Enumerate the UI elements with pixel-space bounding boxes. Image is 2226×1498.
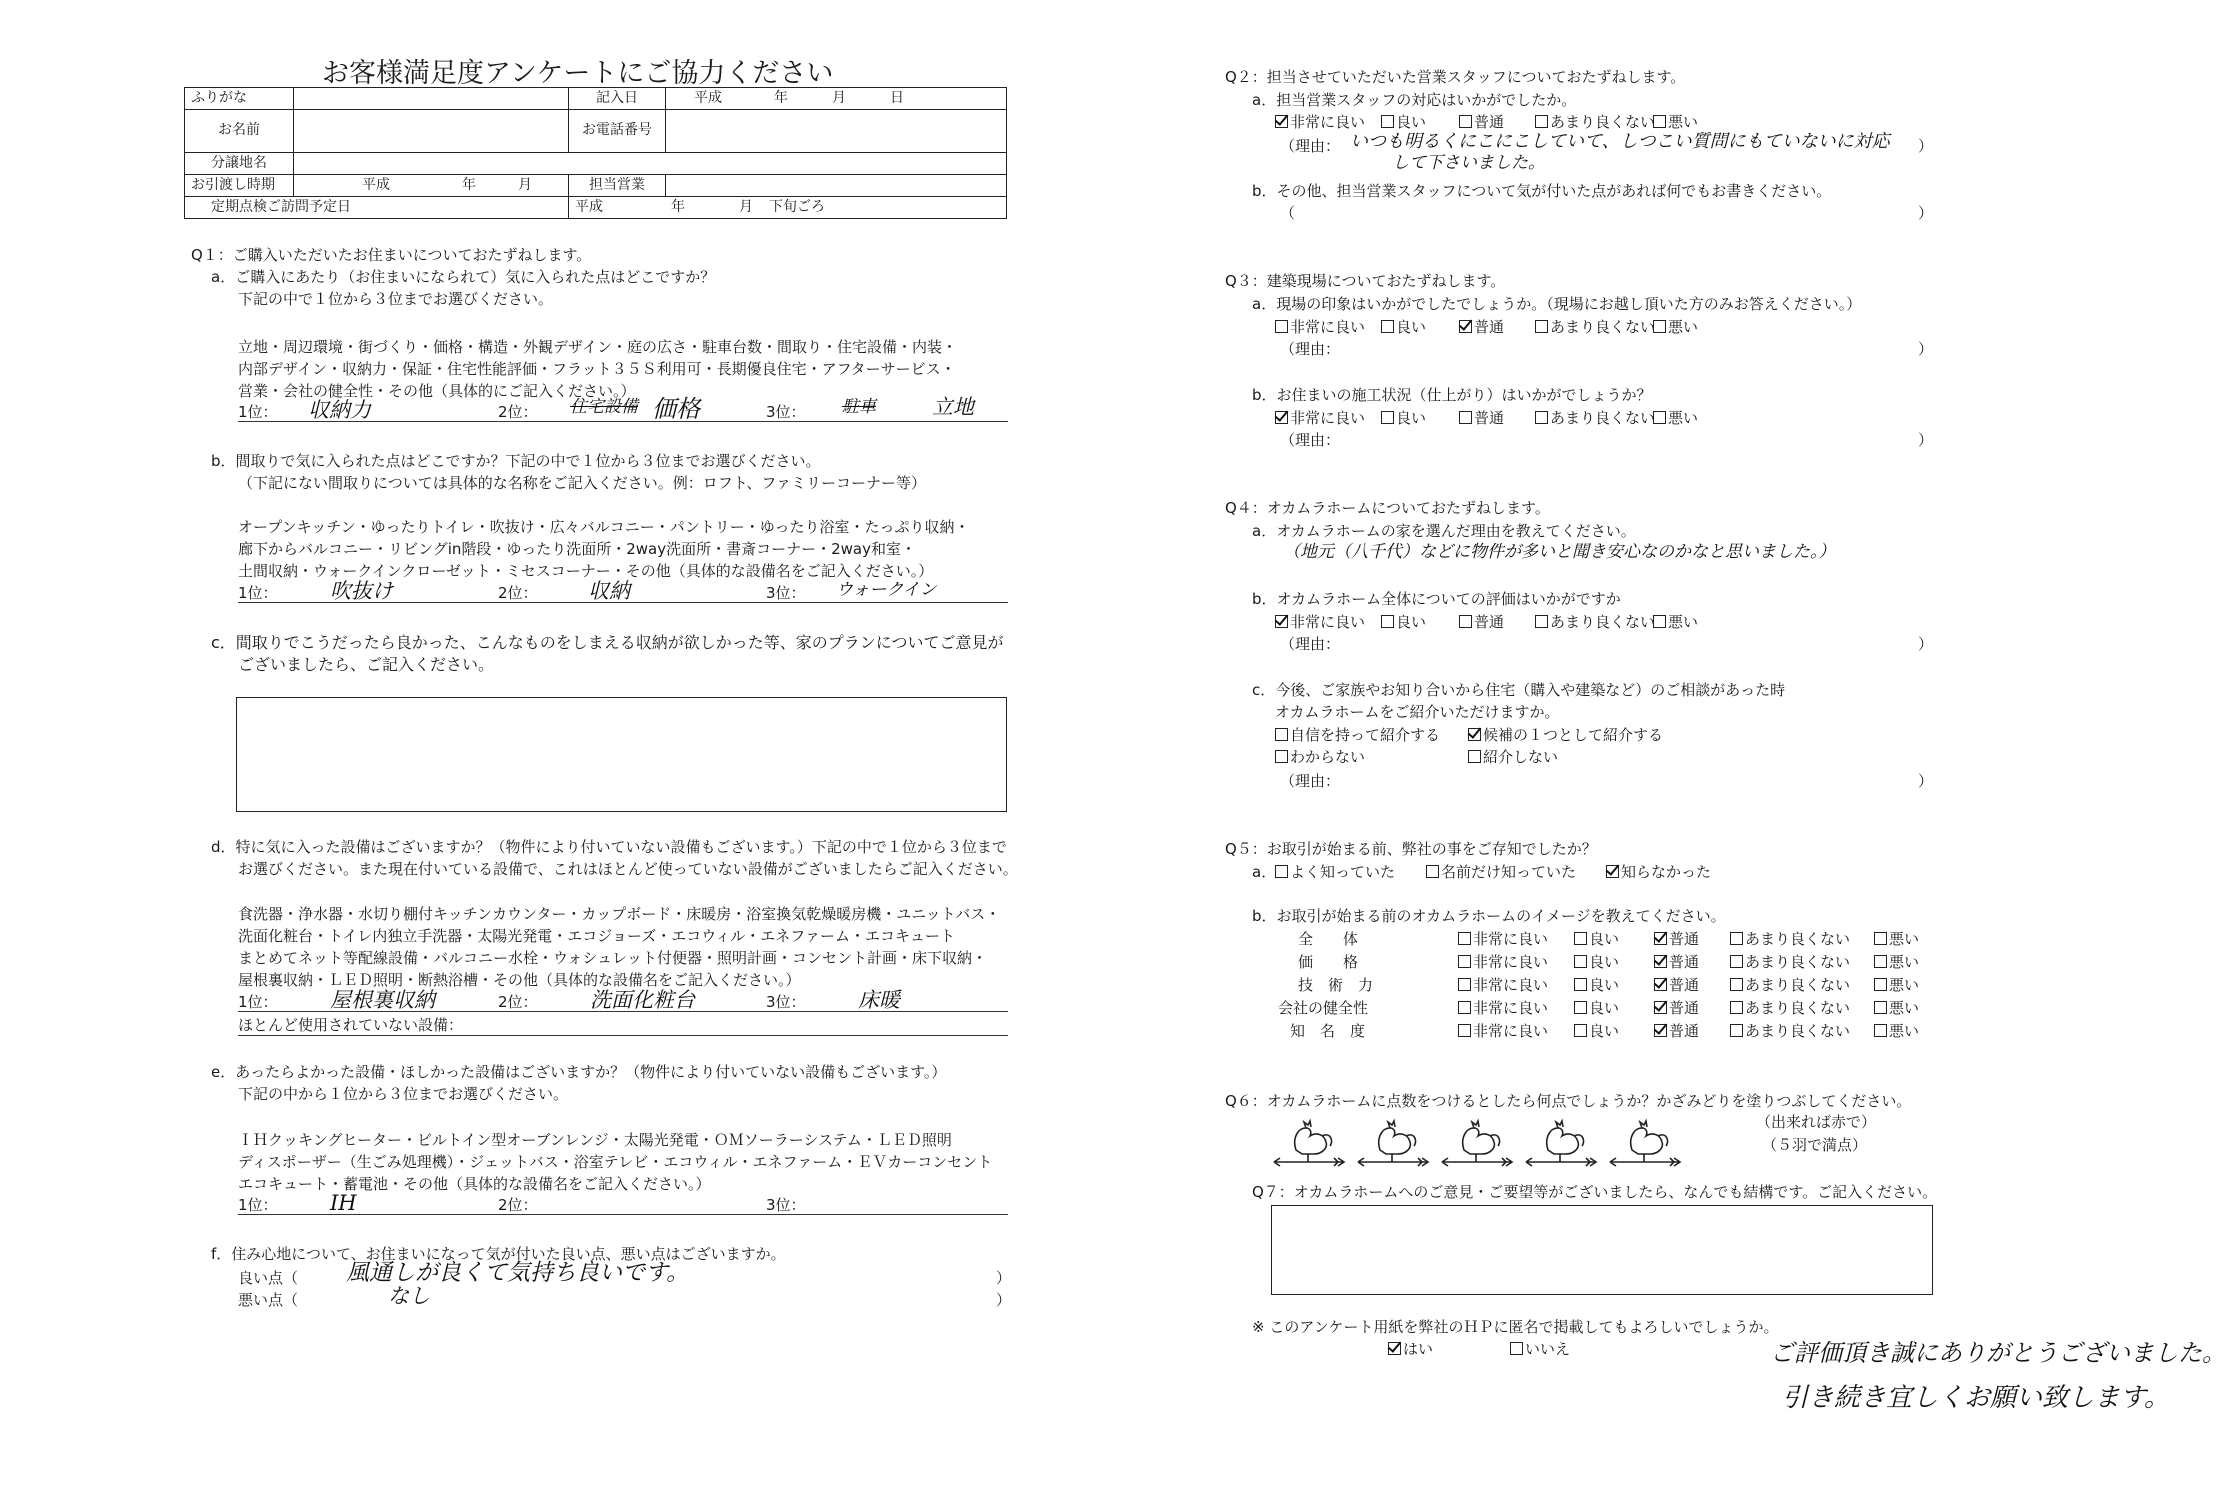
q5b-price-opt-4-checkbox[interactable] — [1874, 955, 1887, 968]
q5b-fame-opt-1-checkbox[interactable] — [1574, 1024, 1587, 1037]
q5b-soundness-opt-1: 良い — [1574, 999, 1619, 1018]
q5b-overall-opt-2: 普通 — [1654, 930, 1699, 949]
q4b-opt-normal-checkbox[interactable] — [1459, 615, 1472, 628]
q1d-options-3: まとめてネット等配線設備・バルコニー水栓・ウォシュレット付便器・照明計画・コンセント計画・床下収納・ — [238, 949, 987, 967]
q5b-price-opt-3-checkbox[interactable] — [1730, 955, 1743, 968]
q5a-opt-none: 知らなかった — [1606, 863, 1711, 882]
q5b-row-price: 価 格 — [1298, 953, 1359, 971]
q7-heading: Q７：オカムラホームへのご意見・ご要望等がございましたら、なんでも結構です。ご記入ください。 — [1252, 1183, 1938, 1201]
q3b-opt-not-good-checkbox[interactable] — [1535, 411, 1548, 424]
weathercock-icon[interactable] — [1440, 1116, 1514, 1174]
q5b-overall-opt-3: あまり良くない — [1730, 930, 1850, 949]
q1c-answer-box — [236, 697, 1007, 812]
q1e-options-1: ＩＨクッキングヒーター・ビルトイン型オーブンレンジ・太陽光発電・ＯＭソーラーシステム・ＬＥＤ照明 — [238, 1131, 952, 1149]
q1f-bad-label: 悪い点（ — [238, 1291, 299, 1309]
q5b-soundness-opt-0: 非常に良い — [1458, 999, 1548, 1018]
handover-label: お引渡し時期 — [185, 175, 294, 197]
q5a-opt-name: 名前だけ知っていた — [1426, 863, 1576, 882]
q5b-overall-opt-4-checkbox[interactable] — [1874, 932, 1887, 945]
q5b-fame-opt-1: 良い — [1574, 1022, 1619, 1041]
q1a-rank2-struck: 住宅設備 — [570, 397, 638, 417]
q5b-overall-opt-1-checkbox[interactable] — [1574, 932, 1587, 945]
q1a-rank2-label: 2位： — [498, 403, 538, 421]
weathercock-icon[interactable] — [1356, 1116, 1430, 1174]
q1d-rank2-answer: 洗面化粧台 — [590, 988, 695, 1012]
q1b-question: b．間取りで気に入られた点はどこですか？下記の中で１位から３位までお選びください。 — [211, 452, 821, 470]
q5b-row-overall: 全 体 — [1298, 930, 1359, 948]
furigana-label: ふりがな — [185, 88, 294, 110]
q5b-overall-opt-0-checkbox[interactable] — [1458, 932, 1471, 945]
q1b-rank1-label: 1位： — [238, 584, 278, 602]
q1b-rank2-answer: 収納 — [588, 579, 630, 603]
q3a-options: 非常に良い 良い 普通 あまり良くない 悪い — [1275, 318, 1698, 337]
q5b-overall-opt-2-checkbox[interactable] — [1654, 932, 1667, 945]
q2a-reason-close: ） — [1918, 137, 1934, 155]
q3a-opt-not-good-checkbox[interactable] — [1535, 320, 1548, 333]
q3a-opt-normal-checkbox[interactable] — [1459, 320, 1472, 333]
thanks-note-line2: 引き続き宜しくお願い致します。 — [1782, 1383, 2170, 1413]
name-label: お名前 — [185, 110, 294, 153]
q4c-opt-candidate-checkbox[interactable] — [1468, 728, 1481, 741]
q1c-question-1: c．間取りでこうだったら良かった、こんなものをしまえる収納が欲しかった等、家のプランについてご意見が — [211, 633, 1004, 652]
q1e-rank2-label: 2位： — [498, 1196, 538, 1214]
q5b-tech-opt-3: あまり良くない — [1730, 976, 1850, 995]
q5b-tech-opt-1-checkbox[interactable] — [1574, 978, 1587, 991]
q1d-rank3-answer: 床暖 — [858, 988, 900, 1012]
q2a-reason-label: （理由： — [1280, 137, 1341, 155]
q1b-options-1: オープンキッチン・ゆったりトイレ・吹抜け・広々バルコニー・パントリー・ゆったり浴室・たっぷり収納・ — [238, 518, 970, 536]
q1a-question: a．ご購入にあたり（お住まいになられて）気に入られた点はどこですか？ — [211, 268, 716, 286]
q4c-opt-unknown: わからない — [1275, 748, 1365, 767]
q3b-opt-very-good-checkbox[interactable] — [1275, 411, 1288, 424]
q3a-opt-bad-checkbox[interactable] — [1653, 320, 1666, 333]
q2b-open: （ — [1280, 204, 1296, 222]
q5b-fame-opt-4: 悪い — [1874, 1022, 1919, 1041]
q4c-opt-unknown-checkbox[interactable] — [1275, 750, 1288, 763]
q5b-fame-opt-3-checkbox[interactable] — [1730, 1024, 1743, 1037]
q2a-reason-line1: いつも明るくにこにこしていて、しつこい質問にもていないに対応 — [1350, 131, 1890, 152]
q5b-tech-opt-2: 普通 — [1654, 976, 1699, 995]
inspection-value: 平成 年 月 下旬ごろ — [569, 197, 1007, 219]
q3b-opt-normal-checkbox[interactable] — [1459, 411, 1472, 424]
q1e-sub: 下記の中から１位から３位までお選びください。 — [238, 1085, 569, 1103]
q5b-row-tech: 技 術 力 — [1298, 976, 1374, 994]
q5b-price-opt-2: 普通 — [1654, 953, 1699, 972]
q2a-question: a．担当営業スタッフの対応はいかがでしたか。 — [1252, 91, 1577, 109]
q2a-opt-good-checkbox[interactable] — [1381, 115, 1394, 128]
hp-consent-no: いいえ — [1510, 1340, 1570, 1359]
q1e-options-3: エコキュート・蓄電池・その他（具体的な設備名をご記入ください。） — [238, 1175, 711, 1193]
q4b-opt-good-checkbox[interactable] — [1381, 615, 1394, 628]
q3b-opt-good-checkbox[interactable] — [1381, 411, 1394, 424]
q5b-soundness-opt-1-checkbox[interactable] — [1574, 1001, 1587, 1014]
q1e-options-2: ディスポーザー（生ごみ処理機）・ジェットバス・浴室テレビ・エコウィル・エネファーム・ＥＶカーコンセント — [238, 1153, 993, 1171]
q2a-options: 非常に良い 良い 普通 あまり良くない 悪い — [1275, 113, 1698, 132]
q1a-rank1-answer: 収納力 — [308, 398, 371, 422]
entry-date-label: 記入日 — [569, 88, 666, 110]
customer-info-table — [184, 87, 1007, 219]
q2b-question: b．その他、担当営業スタッフについて気が付いた点があれば何でもお書きください。 — [1252, 182, 1832, 200]
q5a-opt-name-checkbox[interactable] — [1426, 865, 1439, 878]
q3a-opt-very-good-checkbox[interactable] — [1275, 320, 1288, 333]
q5b-tech-opt-4-checkbox[interactable] — [1874, 978, 1887, 991]
q5b-price-opt-4: 悪い — [1874, 953, 1919, 972]
q4a-question: a．オカムラホームの家を選んだ理由を教えてください。 — [1252, 522, 1636, 540]
q5b-soundness-opt-3-checkbox[interactable] — [1730, 1001, 1743, 1014]
q4c-reason-label: （理由： — [1280, 772, 1341, 790]
weathercock-icon[interactable] — [1608, 1116, 1682, 1174]
q5b-price-opt-2-checkbox[interactable] — [1654, 955, 1667, 968]
q4b-opt-not-good-checkbox[interactable] — [1535, 615, 1548, 628]
q3b-question: b．お住まいの施工状況（仕上がり）はいかがでしょうか？ — [1252, 386, 1652, 404]
q1b-options-3: 土間収納・ウォークインクローゼット・ミセスコーナー・その他（具体的な設備名をご記入ください。） — [238, 562, 934, 580]
q1d-rank1-answer: 屋根裏収納 — [330, 988, 435, 1012]
q4c-question-2: オカムラホームをご紹介いただけますか。 — [1275, 703, 1560, 721]
q1d-options-2: 洗面化粧台・トイレ内独立手洗器・太陽光発電・エコジョーズ・エコウィル・エネファーム・エコキュート — [238, 927, 956, 945]
q5b-tech-opt-0: 非常に良い — [1458, 976, 1548, 995]
q1d-rank3-label: 3位： — [766, 993, 806, 1011]
q3b-reason-close: ） — [1918, 431, 1934, 449]
q5b-tech-opt-3-checkbox[interactable] — [1730, 978, 1743, 991]
q4a-answer: （地元（八千代）などに物件が多いと聞き安心なのかなと思いました。） — [1283, 542, 1836, 562]
thanks-note-line1: ご評価頂き誠にありがとうございました。 — [1770, 1339, 2226, 1367]
hp-consent-no-checkbox[interactable] — [1510, 1342, 1523, 1355]
q1b-rank1-answer: 吹抜け — [330, 579, 393, 603]
q3a-question: a．現場の印象はいかがでしたでしょうか。（現場にお越し頂いた方のみお答えください。） — [1252, 295, 1862, 313]
q3b-reason-label: （理由： — [1280, 431, 1341, 449]
inspection-label: 定期点検ご訪問予定日 — [185, 197, 569, 219]
furigana-value — [294, 88, 569, 110]
q5a-opt-well-checkbox[interactable] — [1275, 865, 1288, 878]
q1e-rank1-answer: IH — [330, 1191, 357, 1215]
sales-rep-value — [666, 175, 1007, 197]
q1a-rank3-label: 3位： — [766, 403, 806, 421]
q4c-opt-candidate: 候補の１つとして紹介する — [1468, 726, 1663, 745]
q3a-reason-close: ） — [1918, 340, 1934, 358]
q1f-bad-close: ） — [996, 1291, 1012, 1309]
q3b-opt-bad-checkbox[interactable] — [1653, 411, 1666, 424]
q5b-fame-opt-2-checkbox[interactable] — [1654, 1024, 1667, 1037]
q5b-tech-opt-4: 悪い — [1874, 976, 1919, 995]
q1-heading: Q１：ご購入いただいたお住まいについておたずねします。 — [191, 246, 592, 264]
q4c-opt-confident: 自信を持って紹介する — [1275, 726, 1440, 745]
q3a-reason-label: （理由： — [1280, 340, 1341, 358]
q1f-good-answer: 風通しが良くて気持ち良いです。 — [346, 1260, 690, 1286]
q5b-overall-opt-1: 良い — [1574, 930, 1619, 949]
q6-note-full: （５羽で満点） — [1762, 1136, 1868, 1154]
q5b-fame-opt-3: あまり良くない — [1730, 1022, 1850, 1041]
hp-consent-yes: はい — [1388, 1340, 1433, 1359]
q1a-rank3-struck: 駐車 — [842, 397, 876, 417]
q1f-question: f．住み心地について、お住まいになって気が付いた良い点、悪い点はございますか。 — [211, 1245, 786, 1263]
q2a-opt-very-good-checkbox[interactable] — [1275, 115, 1288, 128]
q5b-tech-opt-2-checkbox[interactable] — [1654, 978, 1667, 991]
q1a-rank1-label: 1位： — [238, 403, 278, 421]
q1b-rank3-answer: ウォークイン — [836, 580, 937, 600]
q4b-reason-close: ） — [1918, 635, 1934, 653]
q1a-rank3-answer: 立地 — [932, 395, 974, 419]
handover-value: 平成 年 月 — [294, 175, 569, 197]
entry-date-value: 平成 年 月 日 — [666, 88, 1007, 110]
q1d-unused-label: ほとんど使用されていない設備： — [238, 1016, 464, 1034]
hp-consent-yes-checkbox[interactable] — [1388, 1342, 1401, 1355]
q5b-soundness-opt-4: 悪い — [1874, 999, 1919, 1018]
weathercock-icon[interactable] — [1272, 1116, 1346, 1174]
q1d-question-1: d．特に気に入った設備はございますか？（物件により付いていない設備もございます。）下記の中で１位から３位まで — [211, 838, 1007, 856]
name-value — [294, 110, 569, 153]
q4b-reason-label: （理由： — [1280, 635, 1341, 653]
q4b-question: b．オカムラホーム全体についての評価はいかがですか — [1252, 590, 1621, 608]
phone-label: お電話番号 — [569, 110, 666, 153]
q5a-opt-none-checkbox[interactable] — [1606, 865, 1619, 878]
q5b-row-fame: 知 名 度 — [1290, 1022, 1366, 1040]
q5b-overall-opt-3-checkbox[interactable] — [1730, 932, 1743, 945]
q1f-bad-answer: なし — [388, 1284, 430, 1308]
q1a-sub: 下記の中で１位から３位までお選びください。 — [238, 290, 554, 308]
q5b-fame-opt-0: 非常に良い — [1458, 1022, 1548, 1041]
q1d-question-2: お選びください。また現在付いている設備で、これはほとんど使っていない設備がございましたらご記入ください。 — [238, 860, 1018, 878]
q1d-rank1-label: 1位： — [238, 993, 278, 1011]
q6-note-red: （出来れば赤で） — [1756, 1113, 1877, 1131]
q2a-opt-bad-checkbox[interactable] — [1653, 115, 1666, 128]
q1b-options-2: 廊下からバルコニー・リビングin階段・ゆったり洗面所・2way洗面所・書斎コーナー・2way和室・ — [238, 540, 916, 558]
q1d-rank2-label: 2位： — [498, 993, 538, 1011]
q5b-soundness-opt-2-checkbox[interactable] — [1654, 1001, 1667, 1014]
q1f-good-close: ） — [996, 1269, 1012, 1287]
q5b-fame-opt-2: 普通 — [1654, 1022, 1699, 1041]
q5b-soundness-opt-4-checkbox[interactable] — [1874, 1001, 1887, 1014]
q5b-tech-opt-0-checkbox[interactable] — [1458, 978, 1471, 991]
q7-answer-box — [1271, 1205, 1933, 1295]
q3a-opt-good-checkbox[interactable] — [1381, 320, 1394, 333]
q2b-close: ） — [1918, 204, 1934, 222]
q4c-opt-confident-checkbox[interactable] — [1275, 728, 1288, 741]
q3b-options: 非常に良い 良い 普通 あまり良くない 悪い — [1275, 409, 1698, 428]
q1d-options-4: 屋根裏収納・ＬＥＤ照明・断熱浴槽・その他（具体的な設備名をご記入ください。） — [238, 971, 801, 989]
q5b-price-opt-0: 非常に良い — [1458, 953, 1548, 972]
q2a-opt-normal-checkbox[interactable] — [1459, 115, 1472, 128]
phone-value — [666, 110, 1007, 153]
hp-consent-question: ※ このアンケート用紙を弊社のＨＰに匿名で掲載してもよろしいでしょうか。 — [1252, 1318, 1779, 1336]
q5b-price-opt-1: 良い — [1574, 953, 1619, 972]
q5b-soundness-opt-2: 普通 — [1654, 999, 1699, 1018]
q5b-fame-opt-4-checkbox[interactable] — [1874, 1024, 1887, 1037]
q1b-rank3-label: 3位： — [766, 584, 806, 602]
q4-heading: Q４：オカムラホームについておたずねします。 — [1225, 499, 1550, 517]
q5b-question: b．お取引が始まる前のオカムラホームのイメージを教えてください。 — [1252, 907, 1726, 925]
q2a-reason-line2: して下さいました。 — [1392, 153, 1545, 173]
q1a-rank2-answer: 価格 — [652, 395, 700, 423]
q5a-label: a． — [1252, 863, 1277, 881]
lot-label: 分譲地名 — [185, 153, 294, 175]
q4c-opt-no: 紹介しない — [1468, 748, 1558, 767]
q5b-overall-opt-0: 非常に良い — [1458, 930, 1548, 949]
q5a-opt-well: よく知っていた — [1275, 863, 1395, 882]
q1b-sub: （下記にない間取りについては具体的な名称をご記入ください。例：ロフト、ファミリーコーナー等） — [238, 474, 927, 492]
q6-heading: Q６：オカムラホームに点数をつけるとしたら何点でしょうか？かざみどりを塗りつぶしてください。 — [1225, 1092, 1912, 1110]
q3-heading: Q３：建築現場についておたずねします。 — [1225, 272, 1506, 290]
q5b-price-opt-3: あまり良くない — [1730, 953, 1850, 972]
q5b-soundness-opt-0-checkbox[interactable] — [1458, 1001, 1471, 1014]
q4b-opt-bad-checkbox[interactable] — [1653, 615, 1666, 628]
q4c-question-1: c．今後、ご家族やお知り合いから住宅（購入や建築など）のご相談があった時 — [1252, 681, 1786, 699]
q5b-tech-opt-1: 良い — [1574, 976, 1619, 995]
q5b-overall-opt-4: 悪い — [1874, 930, 1919, 949]
q1b-rank2-label: 2位： — [498, 584, 538, 602]
q1f-good-label: 良い点（ — [238, 1269, 299, 1287]
q5b-row-soundness: 会社の健全性 — [1278, 999, 1369, 1017]
weathercock-icon[interactable] — [1524, 1116, 1598, 1174]
q5b-price-opt-0-checkbox[interactable] — [1458, 955, 1471, 968]
q5b-soundness-opt-3: あまり良くない — [1730, 999, 1850, 1018]
sales-rep-label: 担当営業 — [569, 175, 666, 197]
q4c-reason-close: ） — [1918, 772, 1934, 790]
q1e-question: e．あったらよかった設備・ほしかった設備はございますか？（物件により付いていない設備もございます。） — [211, 1063, 947, 1081]
q1a-options-3: 営業・会社の健全性・その他（具体的にご記入ください。） — [238, 382, 636, 400]
q4c-opt-no-checkbox[interactable] — [1468, 750, 1481, 763]
q4b-options: 非常に良い 良い 普通 あまり良くない 悪い — [1275, 613, 1698, 632]
q1c-question-2: ございましたら、ご記入ください。 — [238, 655, 495, 674]
q5-heading: Q５：お取引が始まる前、弊社の事をご存知でしたか？ — [1225, 840, 1597, 858]
q1a-options-1: 立地・周辺環境・街づくり・価格・構造・外観デザイン・庭の広さ・駐車台数・間取り・住宅設備・内装・ — [238, 338, 957, 356]
q5b-fame-opt-0-checkbox[interactable] — [1458, 1024, 1471, 1037]
lot-value — [294, 153, 1007, 175]
q2-heading: Q２：担当させていただいた営業スタッフについておたずねします。 — [1225, 68, 1686, 86]
page-title: お客様満足度アンケートにご協力ください — [322, 58, 834, 89]
q1e-rank3-label: 3位： — [766, 1196, 806, 1214]
q2a-opt-not-good-checkbox[interactable] — [1535, 115, 1548, 128]
q5b-price-opt-1-checkbox[interactable] — [1574, 955, 1587, 968]
q1e-rank1-label: 1位： — [238, 1196, 278, 1214]
q1a-options-2: 内部デザイン・収納力・保証・住宅性能評価・フラット３５Ｓ利用可・長期優良住宅・アフターサービス・ — [238, 360, 956, 378]
q1d-options-1: 食洗器・浄水器・水切り棚付キッチンカウンター・カップボード・床暖房・浴室換気乾燥暖房機・ユニットバス・ — [238, 905, 1001, 923]
q4b-opt-very-good-checkbox[interactable] — [1275, 615, 1288, 628]
